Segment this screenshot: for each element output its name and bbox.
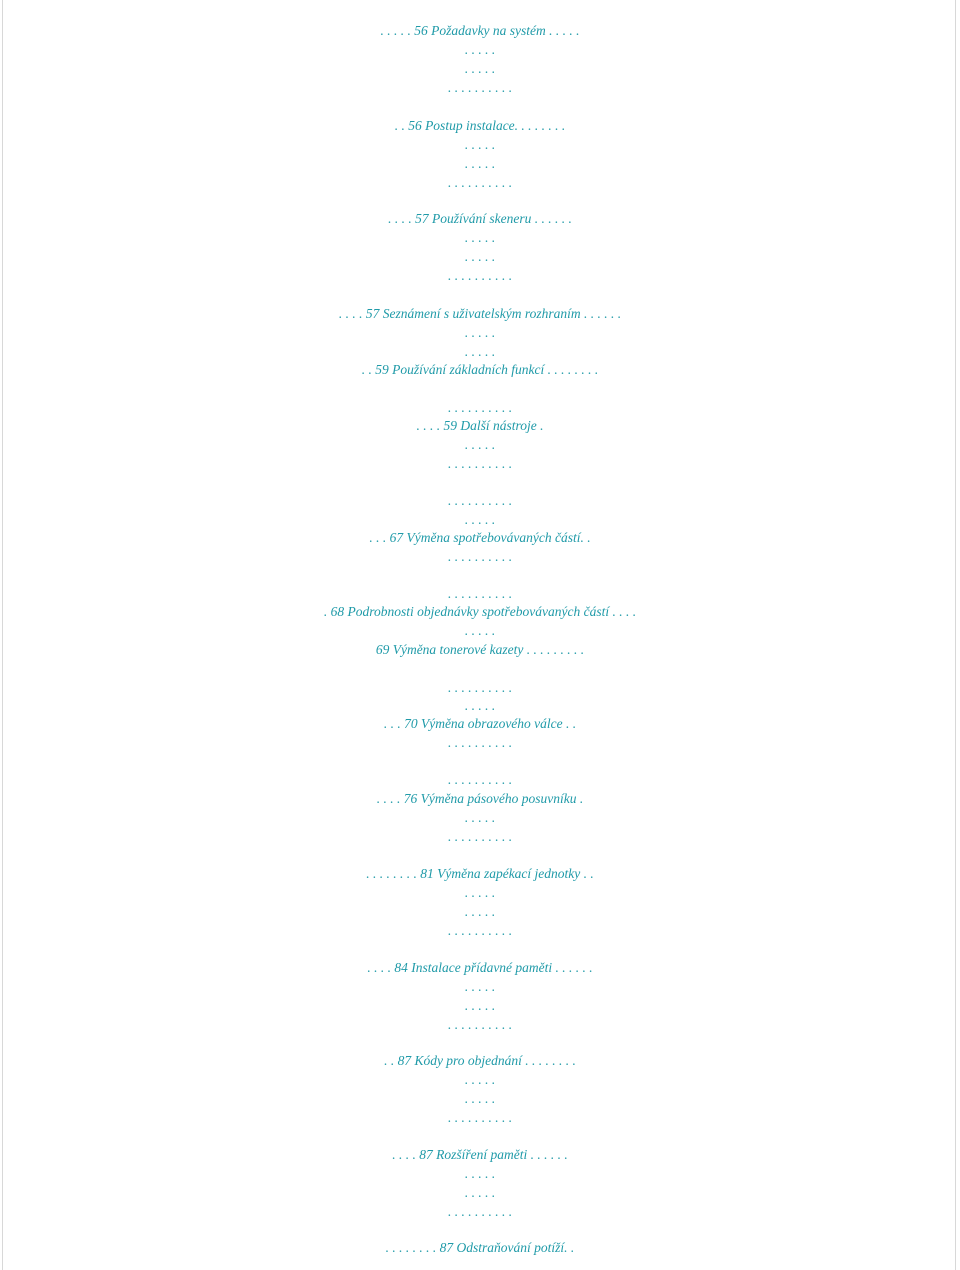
toc-line: . . . . . bbox=[464, 42, 496, 57]
toc-line: . . . . . . . . 87 Odstraňování potíží. . bbox=[385, 1240, 575, 1255]
toc-line: . . . . . bbox=[464, 998, 496, 1013]
toc-line: . . . . . bbox=[464, 623, 496, 638]
toc-line: . . . . 57 Používání skeneru . . . . . . bbox=[388, 211, 572, 226]
toc-line: . . . . . bbox=[464, 885, 496, 900]
toc-line: . . . . . . . . 81 Výměna zapékací jednotky . . bbox=[366, 866, 594, 881]
toc-line: . . 87 Kódy pro objednání . . . . . . . . bbox=[384, 1053, 576, 1068]
toc-line: . . . . . . . . . . bbox=[447, 829, 513, 844]
toc-line: . . . 70 Výměna obrazového válce . . bbox=[383, 716, 577, 731]
toc-line: . . . . . bbox=[464, 437, 496, 452]
toc-line: . . . . 59 Další nástroje . bbox=[416, 418, 544, 433]
toc-line: 69 Výměna tonerové kazety . . . . . . . . . bbox=[375, 642, 585, 657]
toc-line: . . . . . . . . . . bbox=[447, 80, 513, 95]
toc-line: . . . . . . . . . . bbox=[447, 772, 513, 787]
toc-line: . . . . . 56 Požadavky na systém . . . . . bbox=[380, 23, 580, 38]
toc-line: . . . . . bbox=[464, 810, 496, 825]
toc-line: . . . . . bbox=[464, 61, 496, 76]
toc-line: . . . . . bbox=[464, 1072, 496, 1087]
toc-line: . . . . . . . . . . bbox=[447, 549, 513, 564]
toc-line: . . . . . . . . . . bbox=[447, 680, 513, 695]
toc-line: . . . . . . . . . . bbox=[447, 175, 513, 190]
toc-line: . . . . . bbox=[464, 137, 496, 152]
toc-line: . . . . . . . . . . bbox=[447, 1110, 513, 1125]
toc-line: . . . . . bbox=[464, 1091, 496, 1106]
toc-line: . . 56 Postup instalace. . . . . . . . bbox=[394, 118, 566, 133]
toc-line: . . . . . bbox=[464, 979, 496, 994]
toc-line: . . . . 84 Instalace přídavné paměti . . . . . . bbox=[367, 960, 593, 975]
toc-line: . . . . . bbox=[464, 512, 496, 527]
toc-line: . . . . . bbox=[464, 698, 496, 713]
toc-line: . . . . . . . . . . bbox=[447, 493, 513, 508]
toc-line: . . . . . bbox=[464, 1166, 496, 1181]
toc-line: . . . . . bbox=[464, 904, 496, 919]
toc-line: . . . . . bbox=[464, 1185, 496, 1200]
toc-line: . . . . . bbox=[464, 325, 496, 340]
toc-line: . . . . 57 Seznámení s uživatelským rozhraním . . . . . . bbox=[338, 306, 622, 321]
toc-line: . . . . . . . . . . bbox=[447, 735, 513, 750]
toc-line: . 68 Podrobnosti objednávky spotřebovávaných částí . . . . bbox=[323, 604, 637, 619]
toc-line: . . . . 76 Výměna pásového posuvníku . bbox=[376, 791, 584, 806]
toc-line: . . . . . . . . . . bbox=[447, 1017, 513, 1032]
toc-line: . . . . . bbox=[464, 344, 496, 359]
toc-line: . . 59 Používání základních funkcí . . . . . . . . bbox=[361, 362, 599, 377]
toc-line: . . . . . . . . . . bbox=[447, 456, 513, 471]
toc-line: . . . . . . . . . . bbox=[447, 400, 513, 415]
toc-line: . . . . . bbox=[464, 230, 496, 245]
toc-line: . . . . . . . . . . bbox=[447, 1204, 513, 1219]
toc-line: . . . . . . . . . . bbox=[447, 923, 513, 938]
toc-line: . . . . . . . . . . bbox=[447, 586, 513, 601]
toc-line: . . . . . bbox=[464, 249, 496, 264]
toc-line: . . . 67 Výměna spotřebovávaných částí. . bbox=[369, 530, 591, 545]
toc-line: . . . . . bbox=[464, 156, 496, 171]
toc-line: . . . . 87 Rozšíření paměti . . . . . . bbox=[392, 1147, 568, 1162]
toc-line: . . . . . . . . . . bbox=[447, 268, 513, 283]
